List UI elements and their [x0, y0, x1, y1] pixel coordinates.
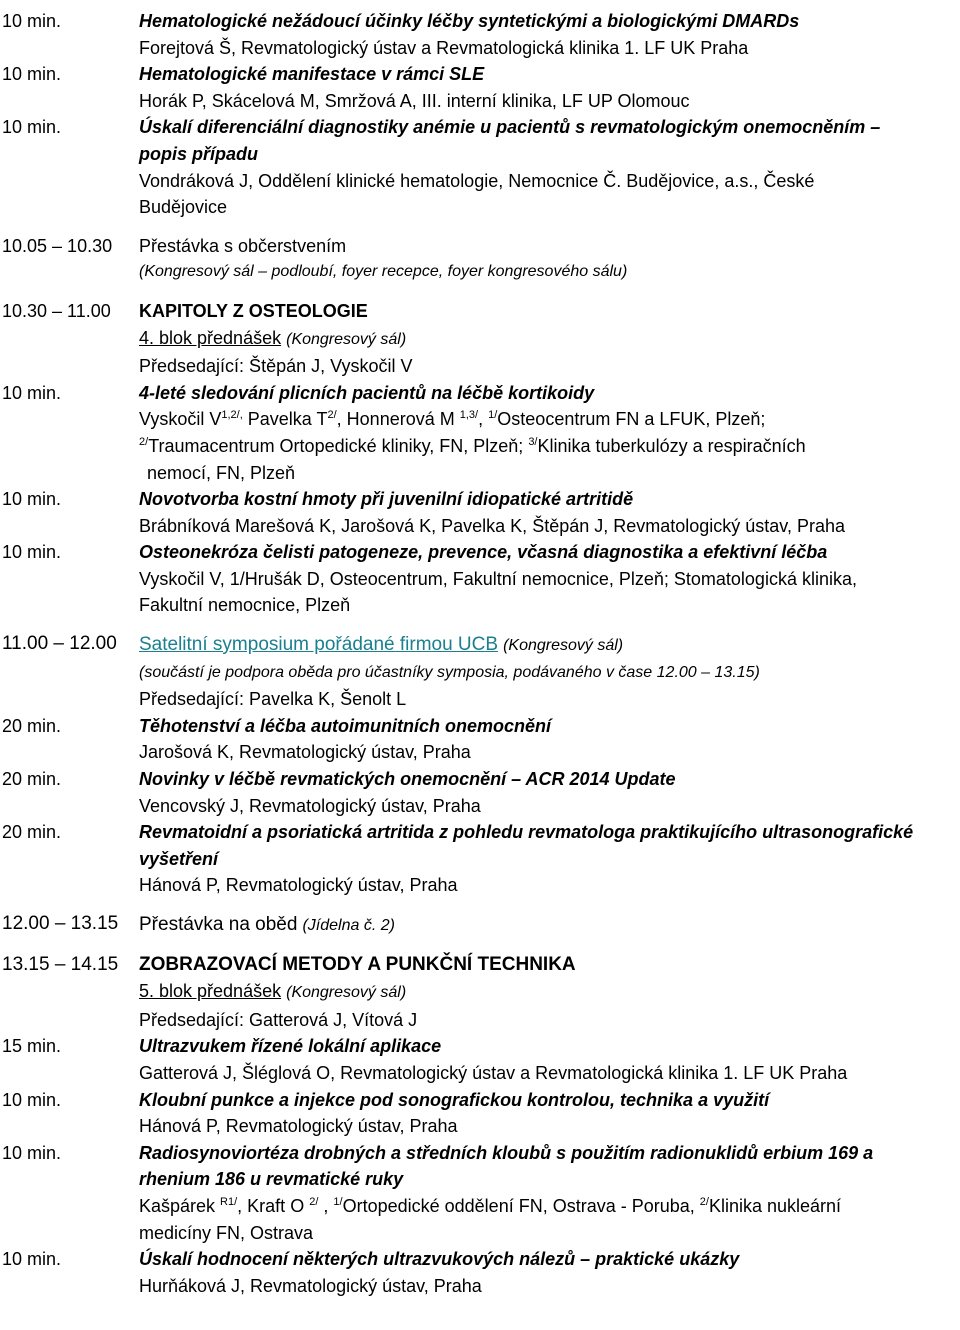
program-item: [0, 486, 960, 539]
session-title: KAPITOLY Z OSTEOLOGIE: [139, 300, 368, 321]
duration: 10 min.: [2, 382, 62, 403]
hall-label: (Kongresový sál): [286, 330, 407, 348]
duration: 10 min.: [2, 542, 62, 563]
session-header: [0, 631, 960, 713]
duration: 10 min.: [2, 1249, 62, 1270]
break-title: Přestávka s občerstvením: [139, 235, 347, 256]
talk-title: 4-leté sledování plicních pacientů na léčbě kortikoidy: [139, 382, 595, 403]
talk-authors: Hánová P, Revmatologický ústav, Praha: [139, 875, 458, 896]
duration: 10 min.: [2, 1089, 62, 1110]
talk-authors: Horák P, Skácelová M, Smržová A, III. interní klinika, LF UP Olomouc: [139, 90, 690, 111]
break-item: [0, 233, 960, 286]
program-item: [0, 819, 960, 899]
talk-title: Těhotenství a léčba autoimunitních onemocnění: [139, 715, 552, 736]
time-range: 12.00 – 13.15: [2, 913, 119, 934]
talk-title-cont: vyšetření: [139, 848, 219, 869]
session-note: (součástí je podpora oběda pro účastníky symposia, podávaného v čase 12.00 – 13.15): [139, 663, 760, 681]
time-range: 10.30 – 11.00: [2, 300, 111, 321]
duration: 20 min.: [2, 769, 62, 790]
break-item: [0, 911, 960, 940]
talk-authors-cont: Fakultní nemocnice, Plzeň: [139, 595, 351, 616]
talk-authors: Hurňáková J, Revmatologický ústav, Praha: [139, 1275, 482, 1296]
talk-authors: Hánová P, Revmatologický ústav, Praha: [139, 1116, 458, 1137]
duration: 10 min.: [2, 117, 62, 138]
talk-authors-cont: nemocí, FN, Plzeň: [147, 462, 296, 483]
chair-label: Předsedající: Štěpán J, Vyskočil V: [139, 356, 413, 377]
talk-authors-cont: Budějovice: [139, 197, 228, 218]
talk-title: Ultrazvukem řízené lokální aplikace: [139, 1036, 442, 1057]
talk-authors-cont: $^{2/}$Traumacentrum Ortopedické kliniky, FN, Plzeň; $^{3/}$Klinika tuberkulózy a respiračních: [139, 435, 806, 456]
program-item: [0, 1087, 960, 1140]
talk-authors: Vyskočil V, 1/Hrušák D, Osteocentrum, Fakultní nemocnice, Plzeň; Stomatologická klinika,: [139, 568, 857, 589]
talk-title: Revmatoidní a psoriatická artritida z pohledu revmatologa praktikujícího ultrasonografické: [139, 822, 914, 843]
block-label: 4. blok přednášek: [139, 327, 282, 348]
duration: 20 min.: [2, 715, 62, 736]
talk-title: Radiosynoviortéza drobných a středních kloubů s použitím radionuklidů erbium 169 a: [139, 1142, 874, 1163]
program-item: [0, 8, 960, 61]
program-item: [0, 61, 960, 114]
program-item: [0, 766, 960, 819]
talk-title: Hematologické manifestace v rámci SLE: [139, 64, 485, 85]
block-label: 5. blok přednášek: [139, 981, 282, 1002]
talk-authors: Vencovský J, Revmatologický ústav, Praha: [139, 795, 481, 816]
chair-label: Předsedající: Gatterová J, Vítová J: [139, 1009, 418, 1030]
talk-title: Osteonekróza čelisti patogeneze, prevence, včasná diagnostika a efektivní léčba: [139, 542, 828, 563]
program-item: [0, 1140, 960, 1246]
duration: 20 min.: [2, 822, 62, 843]
time-range: 11.00 – 12.00: [2, 633, 117, 655]
program-item: [0, 1246, 960, 1299]
session-header: [0, 298, 960, 380]
talk-authors: Jarošová K, Revmatologický ústav, Praha: [139, 742, 471, 763]
talk-authors: Forejtová Š, Revmatologický ústav a Revmatologická klinika 1. LF UK Praha: [139, 37, 749, 58]
hall-label: (Kongresový sál): [503, 637, 624, 655]
duration: 10 min.: [2, 11, 62, 31]
talk-title: Novinky v léčbě revmatických onemocnění – ACR 2014 Update: [139, 769, 676, 790]
talk-authors: Vondráková J, Oddělení klinické hematologie, Nemocnice Č. Budějovice, a.s., České: [139, 170, 815, 191]
satellite-symposium-link[interactable]: Satelitní symposium pořádané firmou UCB: [139, 634, 499, 656]
talk-title-cont: popis případu: [139, 143, 258, 164]
program-item: [0, 114, 960, 220]
talk-authors-cont: medicíny FN, Ostrava: [139, 1222, 314, 1243]
break-title: Přestávka na oběd: [139, 914, 298, 935]
talk-authors: Kašpárek $^{R1/}$, Kraft O $^{2/}$ , $^{1/}$Ortopedické oddělení FN, Ostrava - Poruba, $^{2/}$Klinika nukleární: [139, 1195, 842, 1216]
program-item: [0, 713, 960, 766]
talk-authors: Vyskočil $V^{1,2/,}$ Pavelka $T^{2/}$, Honnerová M $^{1,3/}$, $^{1/}$Osteocentrum FN a LFUK, Plzeň;: [139, 409, 766, 430]
talk-title-cont: rhenium 186 u revmatické ruky: [139, 1169, 404, 1190]
session-header: [0, 952, 960, 1034]
talk-title: Kloubní punkce a injekce pod sonografickou kontrolou, technika a využití: [139, 1089, 770, 1110]
program-item: [0, 380, 960, 486]
break-location: (Kongresový sál – podloubí, foyer recepce, foyer kongresového sálu): [139, 263, 628, 281]
talk-title: Hematologické nežádoucí účinky léčby syntetickými a biologickými DMARDs: [139, 11, 800, 31]
duration: 10 min.: [2, 64, 62, 85]
session-title: ZOBRAZOVACÍ METODY A PUNKČNÍ TECHNIKA: [139, 953, 576, 975]
duration: 10 min.: [2, 489, 62, 510]
program-item: [0, 1033, 960, 1086]
time-range: 10.05 – 10.30: [2, 235, 113, 256]
talk-title: Úskalí hodnocení některých ultrazvukových nálezů – praktické ukázky: [139, 1249, 740, 1270]
talk-title: Úskalí diferenciální diagnostiky anémie u pacientů s revmatologickým onemocněním –: [139, 117, 881, 138]
program-item: [0, 539, 960, 619]
chair-label: Předsedající: Pavelka K, Šenolt L: [139, 689, 407, 710]
hall-label: (Jídelna č. 2): [302, 917, 395, 934]
duration: 10 min.: [2, 1142, 62, 1163]
talk-title: Novotvorba kostní hmoty při juvenilní idiopatické artritidě: [139, 489, 634, 510]
talk-authors: Brábníková Marešová K, Jarošová K, Pavelka K, Štěpán J, Revmatologický ústav, Praha: [139, 515, 846, 536]
time-range: 13.15 – 14.15: [2, 953, 119, 975]
hall-label: (Kongresový sál): [286, 984, 407, 1002]
talk-authors: Gatterová J, Šléglová O, Revmatologický ústav a Revmatologická klinika 1. LF UK Praha: [139, 1062, 848, 1083]
duration: 15 min.: [2, 1036, 62, 1057]
